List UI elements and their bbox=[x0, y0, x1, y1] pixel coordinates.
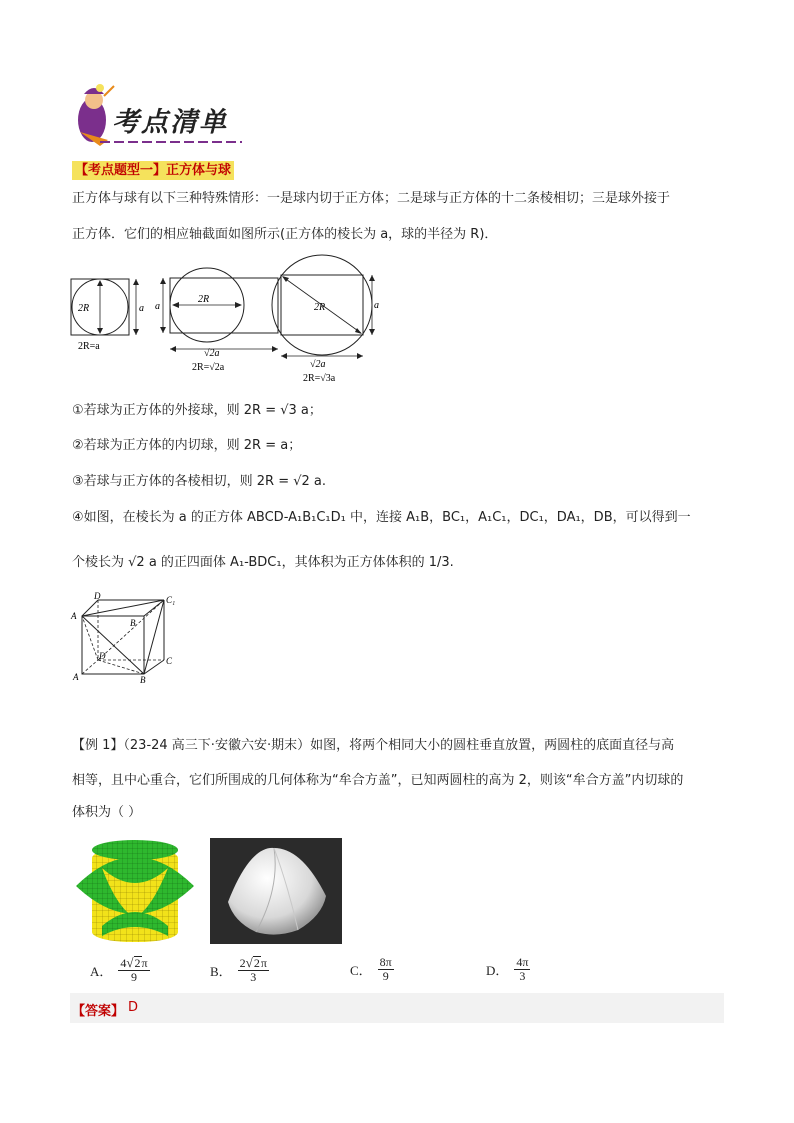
cube-tetrahedron-diagram bbox=[68, 590, 188, 685]
cube-label-d1: D bbox=[94, 591, 101, 601]
option-a-fraction: $\frac{4√2\pi}{9}$ bbox=[120, 955, 148, 984]
d2-2r-label: 2R bbox=[198, 294, 210, 305]
d3-caption: 2R=√3a bbox=[303, 373, 336, 384]
example-line-3: 体积为（ ） bbox=[72, 805, 142, 820]
d3-width-label: √2a bbox=[310, 359, 326, 370]
answer-label: 【答案】 bbox=[72, 1004, 125, 1019]
cube-label-d: D bbox=[99, 651, 106, 661]
cube-label-c1: C₁ bbox=[166, 595, 176, 605]
page-title: 考点清单 bbox=[112, 107, 228, 138]
d1-side-label: a bbox=[139, 303, 144, 314]
intro-line-1: 正方体与球有以下三种特殊情形：一是球内切于正方体；二是球与正方体的十二条棱相切；三是球外接于 bbox=[72, 191, 671, 206]
option-c[interactable] bbox=[350, 956, 394, 983]
option-c-letter: C． bbox=[350, 963, 372, 978]
answer-value: D bbox=[128, 1000, 139, 1015]
example-line-2: 相等，且中心重合，它们所围成的几何体称为“牟合方盖”，已知两圆柱的高为 2，则该“牟合方盖”内切球的 bbox=[72, 773, 684, 788]
section-label: 【考点题型一】正方体与球 bbox=[72, 161, 234, 180]
option-b-letter: B． bbox=[210, 963, 232, 979]
option-d[interactable] bbox=[486, 956, 530, 983]
d3-side-label: a bbox=[374, 300, 379, 311]
intersecting-cylinders-image bbox=[72, 838, 198, 946]
cube-label-a1: A bbox=[71, 611, 77, 621]
option-c-fraction: $\frac{8\pi}{9}$ bbox=[379, 955, 392, 983]
point-4-line-1: ④如图，在棱长为 a 的正方体 ABCD-A₁B₁C₁D₁ 中，连接 A₁B，BC₁，A₁C₁，DC₁，DA₁，DB，可以得到一 bbox=[72, 510, 691, 525]
cube-label-b1: B bbox=[130, 618, 136, 628]
intro-line-2: 正方体．它们的相应轴截面如图所示(正方体的棱长为 a，球的半径为 R)． bbox=[72, 227, 498, 242]
cube-label-c: C bbox=[166, 656, 173, 666]
d3-2r-label: 2R bbox=[314, 302, 326, 313]
steinmetz-solid-image bbox=[210, 838, 342, 944]
d2-side-label: a bbox=[155, 301, 160, 312]
option-d-fraction: $\frac{4\pi}{3}$ bbox=[516, 955, 529, 983]
option-d-letter: D． bbox=[486, 963, 509, 978]
option-b[interactable] bbox=[210, 956, 269, 984]
option-b-fraction: $\frac{2√2\pi}{3}$ bbox=[239, 955, 267, 984]
cube-label-a: A bbox=[73, 672, 79, 682]
answer-box bbox=[70, 993, 724, 1023]
diagram-inscribed-sphere bbox=[66, 274, 146, 356]
diagram-circumscribed-sphere bbox=[268, 252, 388, 387]
d1-2r-label: 2R bbox=[78, 303, 90, 314]
point-1: ①若球为正方体的外接球，则 2R = √3 a； bbox=[72, 403, 322, 418]
d2-width-label: √2a bbox=[204, 348, 220, 359]
d2-caption: 2R=√2a bbox=[192, 362, 225, 373]
option-a[interactable] bbox=[90, 956, 150, 984]
example-line-1: 【例 1】（23-24 高三下·安徽六安·期末）如图，将两个相同大小的圆柱垂直放置，两圆柱的底面直径与高 bbox=[72, 738, 675, 753]
point-4-line-2: 个棱长为 √2 a 的正四面体 A₁-BDC₁，其体积为正方体体积的 1/3. bbox=[72, 555, 454, 570]
d1-caption: 2R=a bbox=[78, 341, 100, 352]
cube-label-b: B bbox=[140, 675, 146, 685]
option-a-letter: A． bbox=[90, 963, 113, 979]
point-3: ③若球与正方体的各棱相切，则 2R = √2 a. bbox=[72, 474, 327, 489]
point-2: ②若球为正方体的内切球，则 2R = a； bbox=[72, 438, 302, 453]
